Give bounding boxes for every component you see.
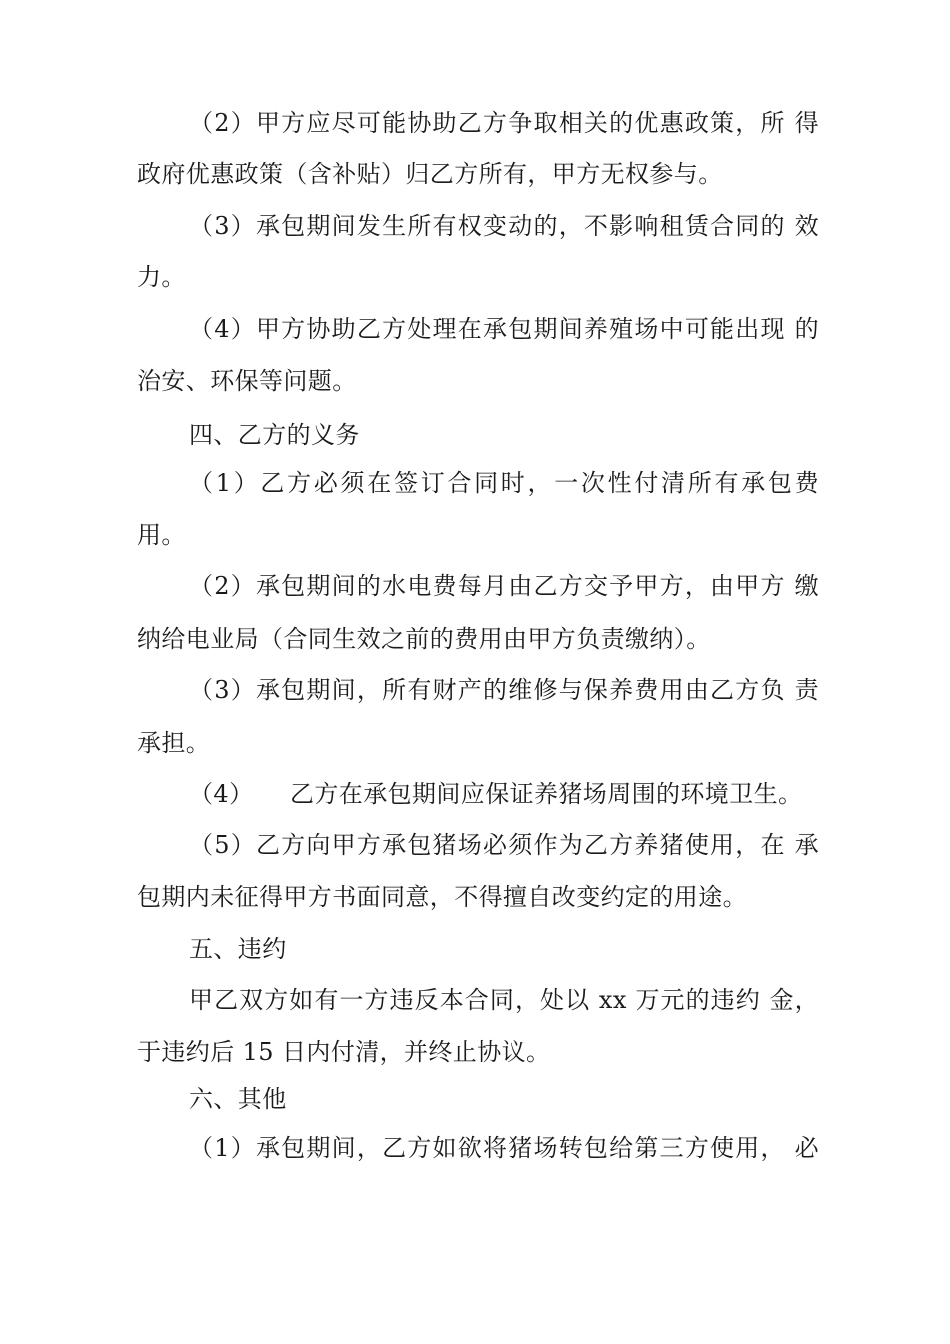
paragraph-line: （5）乙方向甲方承包猪场必须作为乙方养猪使用，在 承 bbox=[189, 831, 819, 859]
paragraph-line: 力。 bbox=[137, 263, 186, 291]
paragraph-line: 政府优惠政策（含补贴）归乙方所有，甲方无权参与。 bbox=[137, 160, 723, 188]
paragraph-line: （1）乙方必须在签订合同时，一次性付清所有承包费 bbox=[189, 469, 819, 497]
section-heading: 六、其他 bbox=[189, 1085, 287, 1113]
paragraph-line: 用。 bbox=[137, 521, 186, 549]
paragraph-line: 承担。 bbox=[137, 729, 211, 757]
paragraph-line: （4）甲方协助乙方处理在承包期间养殖场中可能出现 的 bbox=[189, 315, 819, 343]
paragraph-line: （3）承包期间，所有财产的维修与保养费用由乙方负 责 bbox=[189, 676, 819, 704]
paragraph-line: 于违约后 15 日内付清，并终止协议。 bbox=[137, 1038, 551, 1066]
section-heading: 四、乙方的义务 bbox=[189, 421, 360, 449]
section-heading: 五、违约 bbox=[189, 935, 287, 963]
paragraph-line: 治安、环保等问题。 bbox=[137, 367, 357, 395]
paragraph-line: 纳给电业局（合同生效之前的费用由甲方负责缴纳）。 bbox=[137, 625, 711, 653]
paragraph-line: （2）甲方应尽可能协助乙方争取相关的优惠政策，所 得 bbox=[189, 109, 819, 137]
paragraph-line: （3）承包期间发生所有权变动的，不影响租赁合同的 效 bbox=[189, 212, 819, 240]
paragraph-line: （1）承包期间，乙方如欲将猪场转包给第三方使用， 必 bbox=[189, 1134, 819, 1162]
paragraph-line: 包期内未征得甲方书面同意，不得擅自改变约定的用途。 bbox=[137, 883, 747, 911]
list-number: （4） bbox=[189, 780, 254, 808]
paragraph-line: 乙方在承包期间应保证养猪场周围的环境卫生。 bbox=[290, 780, 803, 808]
paragraph-line: （2）承包期间的水电费每月由乙方交予甲方，由甲方 缴 bbox=[189, 572, 819, 600]
paragraph-line: 甲乙双方如有一方违反本合同，处以 xx 万元的违约 金， bbox=[189, 986, 819, 1014]
